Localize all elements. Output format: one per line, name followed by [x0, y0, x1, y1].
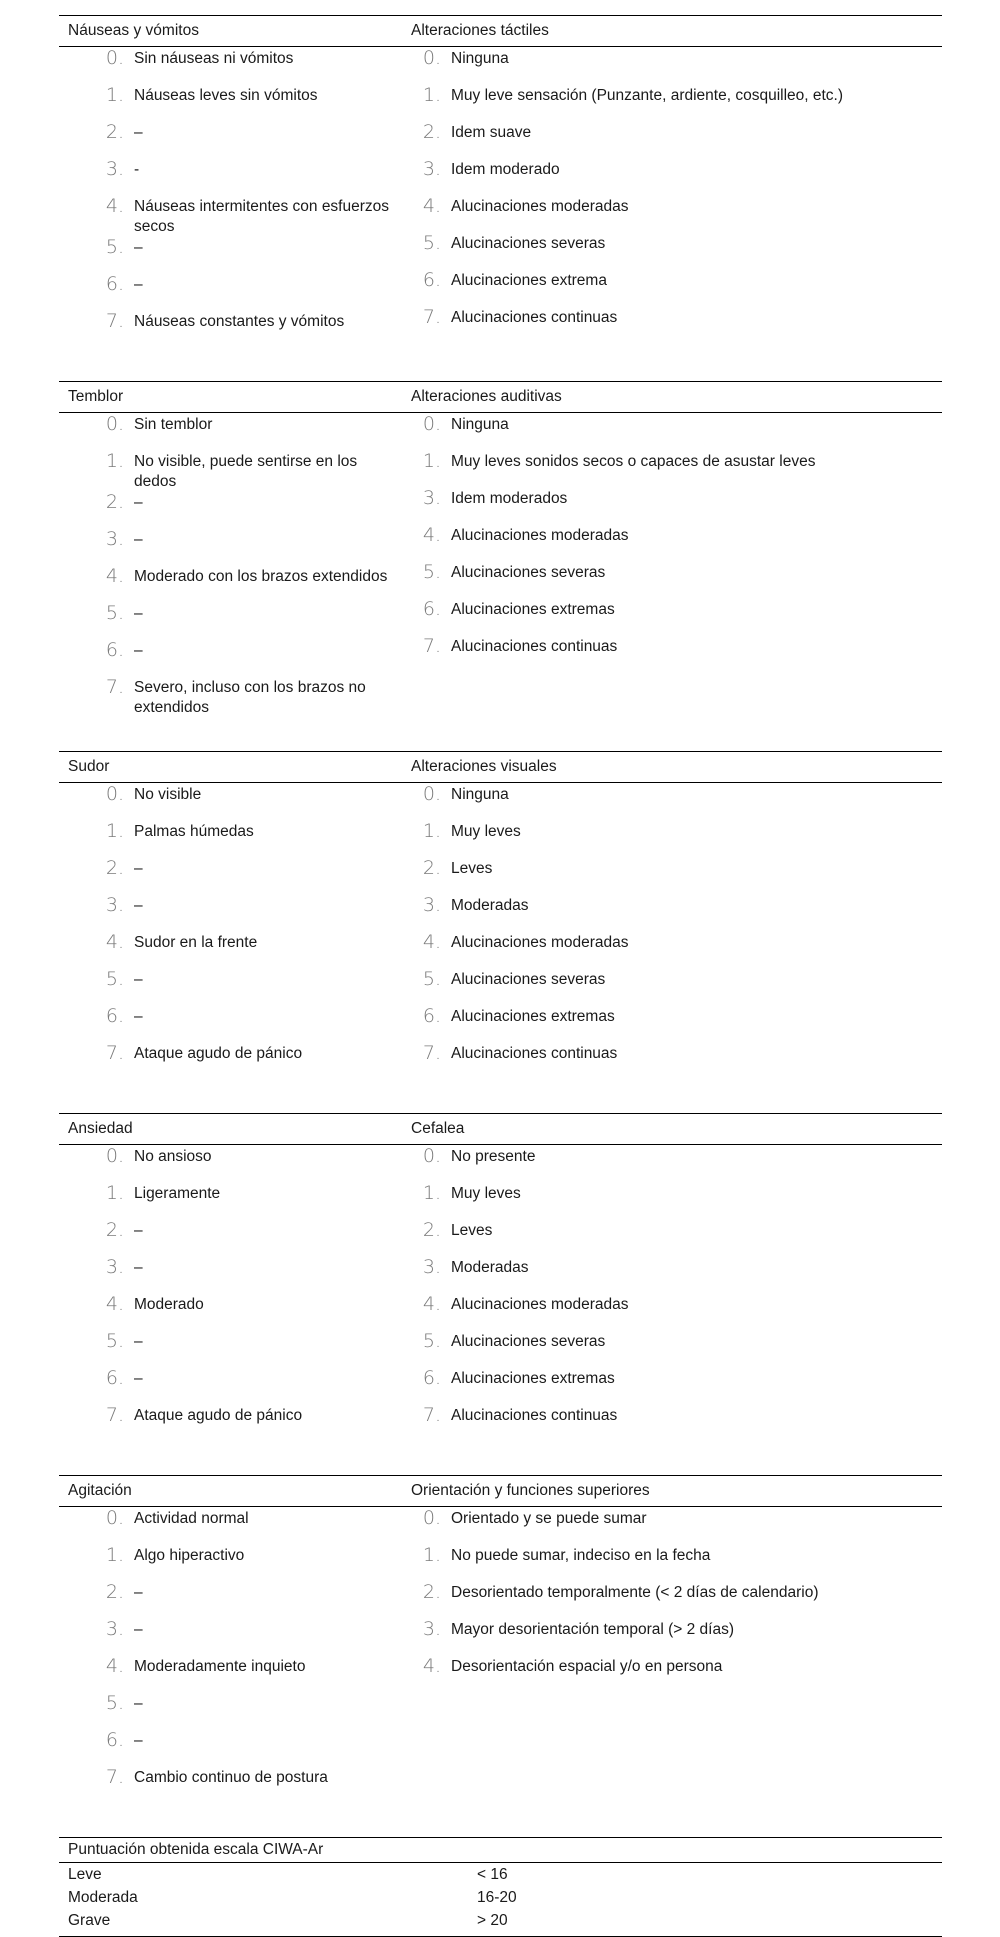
score-row — [59, 1886, 942, 1909]
list-item — [59, 1006, 402, 1043]
item-text: Alucinaciones extremas — [451, 1008, 615, 1025]
item-text: – — [134, 1732, 143, 1749]
symptom-section — [59, 1113, 942, 1475]
section-body — [59, 47, 942, 348]
list-item — [59, 1767, 402, 1804]
item-number: 4. — [422, 1655, 441, 1677]
item-number: 1. — [422, 820, 441, 842]
item-number: 1. — [422, 84, 441, 106]
item-text: Ninguna — [451, 786, 509, 803]
item-text: – — [134, 1621, 143, 1638]
section-title-left: Ansiedad — [68, 1120, 133, 1137]
list-item — [402, 48, 942, 85]
item-text: Palmas húmedas — [134, 823, 254, 840]
list-item — [402, 159, 942, 196]
list-item — [402, 1006, 942, 1043]
item-text: Idem moderado — [451, 161, 560, 178]
list-item — [402, 969, 942, 1006]
list-item — [402, 562, 942, 599]
list-item — [59, 677, 402, 718]
item-number: 1. — [422, 1182, 441, 1204]
item-number: 3. — [105, 158, 124, 180]
item-column-right — [402, 1508, 942, 1804]
item-number: 1. — [105, 820, 124, 842]
list-item — [59, 603, 402, 640]
item-number: 2. — [105, 121, 124, 143]
score-row — [59, 1863, 942, 1886]
list-item — [59, 969, 402, 1006]
section-spacer — [59, 718, 942, 751]
item-text: Alucinaciones continuas — [451, 309, 618, 326]
item-text: – — [134, 971, 143, 988]
item-number: 3. — [105, 1256, 124, 1278]
item-number: 1. — [105, 84, 124, 106]
list-item — [59, 1331, 402, 1368]
item-number: 0. — [105, 783, 124, 805]
item-text: – — [134, 1695, 143, 1712]
score-row — [59, 1909, 942, 1932]
section-title-left: Agitación — [68, 1482, 132, 1499]
item-text: Alucinaciones continuas — [451, 638, 618, 655]
list-item — [402, 414, 942, 451]
item-text: Sin temblor — [134, 416, 213, 433]
item-column-right — [402, 784, 942, 1080]
list-item — [59, 640, 402, 677]
list-item — [402, 270, 942, 307]
section-body — [59, 1507, 942, 1804]
item-number: 0. — [422, 1507, 441, 1529]
item-text: Alucinaciones continuas — [451, 1407, 618, 1424]
severity-label: Leve — [68, 1865, 102, 1883]
list-item — [402, 895, 942, 932]
item-number: 6. — [105, 273, 124, 295]
item-text: – — [134, 642, 143, 659]
symptom-section — [59, 15, 942, 381]
score-section — [59, 1837, 942, 1937]
item-column-left — [59, 1146, 402, 1442]
item-column-left — [59, 1508, 402, 1804]
item-number: 0. — [422, 413, 441, 435]
symptom-section — [59, 1475, 942, 1837]
item-number: 5. — [422, 968, 441, 990]
item-number: 5. — [105, 236, 124, 258]
item-number: 4. — [105, 931, 124, 953]
item-number: 3. — [422, 1618, 441, 1640]
item-number: 4. — [105, 195, 124, 217]
sections-container — [59, 15, 942, 1837]
list-item — [59, 784, 402, 821]
section-title-left: Temblor — [68, 388, 124, 405]
item-number: 3. — [422, 894, 441, 916]
item-text: – — [134, 276, 143, 293]
list-item — [402, 932, 942, 969]
list-item — [59, 529, 402, 566]
section-body — [59, 783, 942, 1080]
item-number: 7. — [105, 310, 124, 332]
item-text: Desorientado temporalmente (< 2 días de calendario) — [451, 1584, 819, 1601]
item-text: Muy leves sonidos secos o capaces de asustar leves — [451, 453, 816, 470]
item-text: Náuseas leves sin vómitos — [134, 87, 318, 104]
item-text: Alucinaciones moderadas — [451, 1296, 629, 1313]
item-text: – — [134, 239, 143, 256]
item-text: Alucinaciones severas — [451, 971, 606, 988]
list-item — [402, 1619, 942, 1656]
list-item — [59, 1619, 402, 1656]
list-item — [402, 636, 942, 673]
section-title-right: Alteraciones táctiles — [411, 22, 549, 39]
list-item — [59, 196, 402, 237]
item-text: – — [134, 494, 143, 511]
item-number: 2. — [105, 857, 124, 879]
section-title-right: Cefalea — [411, 1120, 465, 1137]
item-number: 3. — [422, 487, 441, 509]
item-number: 4. — [105, 565, 124, 587]
item-number: 5. — [422, 561, 441, 583]
item-text: Moderado — [134, 1296, 204, 1313]
list-item — [59, 492, 402, 529]
item-text: Náuseas constantes y vómitos — [134, 313, 345, 330]
section-title-left: Sudor — [68, 758, 110, 775]
list-item — [59, 1220, 402, 1257]
list-item — [402, 451, 942, 488]
item-text: Muy leve sensación (Punzante, ardiente, cosquilleo, etc.) — [451, 87, 844, 104]
list-item — [59, 1368, 402, 1405]
severity-label: Moderada — [68, 1888, 138, 1906]
item-text: Ninguna — [451, 50, 509, 67]
item-text: Desorientación espacial y/o en persona — [451, 1658, 723, 1675]
section-body — [59, 413, 942, 718]
item-text: Orientado y se puede sumar — [451, 1510, 647, 1527]
item-text: Ataque agudo de pánico — [134, 1407, 303, 1424]
item-column-right — [402, 1146, 942, 1442]
item-text: Muy leves — [451, 823, 521, 840]
item-number: 5. — [105, 1330, 124, 1352]
item-number: 5. — [105, 968, 124, 990]
item-text: Leves — [451, 1222, 493, 1239]
item-number: 7. — [105, 676, 124, 698]
item-text: Moderadamente inquieto — [134, 1658, 306, 1675]
item-number: 6. — [422, 598, 441, 620]
item-number: 2. — [105, 491, 124, 513]
section-spacer — [59, 1442, 942, 1475]
list-item — [59, 1405, 402, 1442]
list-item — [402, 488, 942, 525]
item-text: – — [134, 1333, 143, 1350]
list-item — [402, 821, 942, 858]
item-text: Ataque agudo de pánico — [134, 1045, 303, 1062]
item-text: Alucinaciones moderadas — [451, 527, 629, 544]
item-number: 1. — [422, 1544, 441, 1566]
item-number: 7. — [422, 635, 441, 657]
item-number: 1. — [105, 1182, 124, 1204]
section-header — [59, 15, 942, 47]
list-item — [402, 1368, 942, 1405]
item-number: 6. — [422, 1367, 441, 1389]
list-item — [59, 1508, 402, 1545]
item-text: – — [134, 1370, 143, 1387]
item-text: - — [134, 161, 140, 178]
score-rows — [59, 1863, 942, 1932]
section-spacer — [59, 1804, 942, 1837]
severity-label: Grave — [68, 1911, 111, 1929]
list-item — [59, 1043, 402, 1080]
item-text: Alucinaciones severas — [451, 564, 606, 581]
section-header — [59, 1475, 942, 1507]
item-text: No puede sumar, indeciso en la fecha — [451, 1547, 711, 1564]
section-spacer — [59, 1080, 942, 1113]
list-item — [402, 122, 942, 159]
item-text: Leves — [451, 860, 493, 877]
list-item — [59, 1545, 402, 1582]
list-item — [59, 821, 402, 858]
item-column-right — [402, 48, 942, 348]
list-item — [402, 1294, 942, 1331]
list-item — [59, 311, 402, 348]
item-text: No presente — [451, 1148, 536, 1165]
item-column-left — [59, 48, 402, 348]
item-number: 5. — [422, 232, 441, 254]
item-number: 5. — [422, 1330, 441, 1352]
item-text: Algo hiperactivo — [134, 1547, 245, 1564]
list-item — [59, 85, 402, 122]
item-text: Alucinaciones extrema — [451, 272, 607, 289]
item-number: 0. — [105, 1145, 124, 1167]
item-number: 2. — [422, 857, 441, 879]
item-text: Sudor en la frente — [134, 934, 258, 951]
item-number: 2. — [105, 1219, 124, 1241]
list-item — [402, 1043, 942, 1080]
item-number: 3. — [105, 1618, 124, 1640]
item-text: Idem moderados — [451, 490, 568, 507]
list-item — [59, 1693, 402, 1730]
list-item — [59, 159, 402, 196]
item-column-left — [59, 784, 402, 1080]
item-text: – — [134, 897, 143, 914]
symptom-section — [59, 751, 942, 1113]
item-text: Alucinaciones extremas — [451, 1370, 615, 1387]
item-text: Alucinaciones severas — [451, 235, 606, 252]
item-number: 4. — [422, 1293, 441, 1315]
list-item — [402, 525, 942, 562]
item-number: 2. — [422, 1219, 441, 1241]
section-body — [59, 1145, 942, 1442]
item-number: 0. — [422, 1145, 441, 1167]
section-header — [59, 1113, 942, 1145]
item-text: Alucinaciones continuas — [451, 1045, 618, 1062]
item-text: Alucinaciones moderadas — [451, 198, 629, 215]
item-column-left — [59, 414, 402, 718]
list-item — [402, 1257, 942, 1294]
list-item — [402, 307, 942, 344]
list-item — [59, 414, 402, 451]
list-item — [59, 858, 402, 895]
item-text: Mayor desorientación temporal (> 2 días) — [451, 1621, 735, 1638]
list-item — [59, 1183, 402, 1220]
item-text: – — [134, 124, 143, 141]
item-number: 6. — [105, 1367, 124, 1389]
ciwa-ar-table — [59, 15, 942, 1937]
item-number: 4. — [105, 1655, 124, 1677]
item-number: 1. — [422, 450, 441, 472]
item-number: 6. — [422, 1005, 441, 1027]
item-number: 6. — [422, 269, 441, 291]
item-number: 6. — [105, 1729, 124, 1751]
score-range: 16-20 — [477, 1888, 517, 1906]
item-number: 0. — [105, 47, 124, 69]
list-item — [59, 1656, 402, 1693]
item-number: 0. — [105, 1507, 124, 1529]
item-number: 3. — [105, 894, 124, 916]
item-text: Alucinaciones extremas — [451, 601, 615, 618]
item-text: Severo, incluso con los brazos no extendidos — [134, 679, 366, 716]
item-number: 4. — [422, 931, 441, 953]
item-number: 0. — [422, 47, 441, 69]
list-item — [402, 1220, 942, 1257]
section-title-left: Náuseas y vómitos — [68, 22, 199, 39]
item-text: Ligeramente — [134, 1185, 221, 1202]
section-spacer — [59, 348, 942, 381]
item-number: 5. — [105, 1692, 124, 1714]
item-number: 5. — [105, 602, 124, 624]
item-text: Sin náuseas ni vómitos — [134, 50, 294, 67]
item-text: No ansioso — [134, 1148, 212, 1165]
item-number: 0. — [105, 413, 124, 435]
item-text: – — [134, 1222, 143, 1239]
list-item — [59, 566, 402, 603]
list-item — [402, 196, 942, 233]
list-item — [59, 451, 402, 492]
item-text: Idem suave — [451, 124, 532, 141]
list-item — [402, 1331, 942, 1368]
item-number: 7. — [422, 1404, 441, 1426]
item-text: Moderado con los brazos extendidos — [134, 568, 388, 585]
list-item — [59, 1257, 402, 1294]
list-item — [402, 1405, 942, 1442]
item-text: – — [134, 531, 143, 548]
item-text: – — [134, 1008, 143, 1025]
item-text: – — [134, 860, 143, 877]
item-number: 4. — [422, 195, 441, 217]
list-item — [402, 1508, 942, 1545]
item-text: Alucinaciones severas — [451, 1333, 606, 1350]
list-item — [59, 237, 402, 274]
item-text: – — [134, 1259, 143, 1276]
symptom-section — [59, 381, 942, 751]
list-item — [59, 48, 402, 85]
item-text: Alucinaciones moderadas — [451, 934, 629, 951]
section-title-right: Alteraciones visuales — [411, 758, 557, 775]
item-number: 2. — [422, 121, 441, 143]
score-range: > 20 — [477, 1911, 508, 1929]
item-number: 3. — [422, 158, 441, 180]
item-column-right — [402, 414, 942, 718]
list-item — [59, 1730, 402, 1767]
item-text: No visible, puede sentirse en los dedos — [134, 453, 358, 490]
list-item — [402, 784, 942, 821]
item-text: Moderadas — [451, 897, 529, 914]
item-number: 7. — [105, 1766, 124, 1788]
list-item — [402, 1183, 942, 1220]
item-number: 6. — [105, 639, 124, 661]
item-number: 1. — [105, 450, 124, 472]
list-item — [59, 1294, 402, 1331]
item-number: 0. — [422, 783, 441, 805]
item-number: 7. — [422, 1042, 441, 1064]
item-number: 3. — [105, 528, 124, 550]
score-bottom-rule — [59, 1932, 942, 1937]
list-item — [59, 122, 402, 159]
item-text: Actividad normal — [134, 1510, 249, 1527]
item-text: Náuseas intermitentes con esfuerzos secos — [134, 198, 390, 235]
item-number: 6. — [105, 1005, 124, 1027]
item-text: – — [134, 1584, 143, 1601]
list-item — [402, 858, 942, 895]
item-text: Ninguna — [451, 416, 509, 433]
score-range: < 16 — [477, 1865, 508, 1883]
score-header — [59, 1837, 942, 1863]
section-title-right: Alteraciones auditivas — [411, 388, 562, 405]
list-item — [402, 1656, 942, 1693]
item-number: 7. — [422, 306, 441, 328]
item-text: – — [134, 605, 143, 622]
item-number: 7. — [105, 1404, 124, 1426]
item-text: Muy leves — [451, 1185, 521, 1202]
list-item — [59, 932, 402, 969]
section-header — [59, 751, 942, 783]
item-text: Cambio continuo de postura — [134, 1769, 328, 1786]
score-title: Puntuación obtenida escala CIWA-Ar — [68, 1841, 324, 1858]
section-header — [59, 381, 942, 413]
item-number: 2. — [422, 1581, 441, 1603]
item-number: 1. — [105, 1544, 124, 1566]
item-text: Moderadas — [451, 1259, 529, 1276]
list-item — [59, 895, 402, 932]
section-title-right: Orientación y funciones superiores — [411, 1482, 650, 1499]
list-item — [402, 1582, 942, 1619]
list-item — [402, 85, 942, 122]
list-item — [402, 599, 942, 636]
item-number: 3. — [422, 1256, 441, 1278]
item-number: 7. — [105, 1042, 124, 1064]
list-item — [59, 274, 402, 311]
list-item — [402, 233, 942, 270]
list-item — [402, 1146, 942, 1183]
item-number: 2. — [105, 1581, 124, 1603]
item-number: 4. — [422, 524, 441, 546]
list-item — [402, 1545, 942, 1582]
list-item — [59, 1146, 402, 1183]
item-text: No visible — [134, 786, 202, 803]
item-number: 4. — [105, 1293, 124, 1315]
list-item — [59, 1582, 402, 1619]
